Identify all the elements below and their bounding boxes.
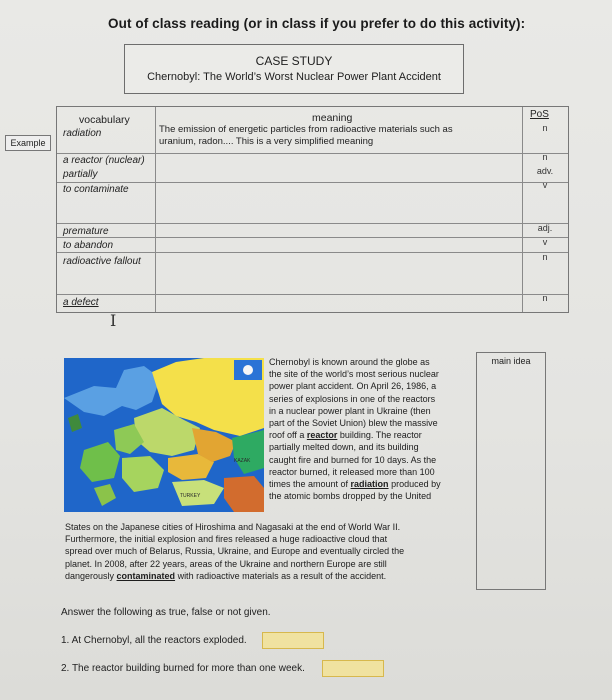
- reading-line: series of explosions in one of the reactors: [269, 393, 436, 404]
- questions-instruction: Answer the following as true, false or not given.: [61, 607, 271, 618]
- case-study-title: CASE STUDY: [255, 54, 333, 68]
- text-cursor-icon: I: [110, 311, 117, 330]
- vocabulary-table: [56, 106, 569, 313]
- vocab-pos: v: [542, 237, 548, 247]
- header-meaning: meaning: [312, 112, 353, 124]
- reading-line: spread over much of Belarus, Russia, Ukraine, and Europe and eventually circled the: [65, 546, 405, 557]
- map-label-kazak: KAZAK: [234, 458, 251, 464]
- header-pos: PoS: [530, 109, 549, 120]
- vocab-pos: adv.: [536, 166, 554, 176]
- answer-field-2[interactable]: [322, 660, 384, 677]
- case-study-subtitle: Chernobyl: The World’s Worst Nuclear Power Plant Accident: [147, 71, 441, 83]
- page-heading: Out of class reading (or in class if you prefer to do this activity):: [108, 16, 526, 31]
- vocab-word: to abandon: [63, 240, 114, 251]
- reading-line: dangerously contaminated with radioactive materials as a result of the accident.: [65, 570, 387, 581]
- vocab-pos: adj.: [537, 223, 553, 233]
- reading-line: the atomic bombs dropped by the United: [269, 491, 432, 502]
- reading-line: times the amount of radiation produced by: [269, 479, 441, 490]
- reading-line: the site of the world’s most serious nuclear: [269, 369, 439, 380]
- reading-line: Furthermore, the initial explosion and fires released a huge radioactive cloud that: [65, 534, 388, 545]
- vocab-pos: v: [542, 180, 548, 190]
- answer-field-1[interactable]: [262, 632, 324, 649]
- highlight-word: contaminated: [116, 570, 176, 581]
- question-2: 2. The reactor building burned for more than one week.: [61, 663, 305, 674]
- header-vocabulary: vocabulary: [79, 114, 130, 126]
- reading-line: partially melted down, and its building: [269, 442, 419, 453]
- case-study-box: [124, 44, 464, 94]
- reading-line: power plant accident. On April 26, 1986, a: [269, 381, 437, 392]
- reading-line: roof off a reactor building. The reactor: [269, 430, 422, 441]
- vocab-word: radioactive fallout: [63, 256, 141, 267]
- reading-line: reactor burned, it released more than 100: [269, 466, 435, 477]
- example-label: Example: [5, 135, 51, 151]
- reading-line: part of the Soviet Union) blew the massive: [269, 418, 438, 429]
- example-pos: n: [542, 123, 548, 133]
- vocab-word: premature: [63, 226, 109, 237]
- example-meaning-line2: uranium, radon.... This is a very simplified meaning: [159, 136, 374, 147]
- question-1: 1. At Chernobyl, all the reactors exploded.: [61, 635, 247, 646]
- reading-line: in a nuclear power plant in Ukraine (then: [269, 405, 431, 416]
- main-idea-label: main idea: [491, 356, 531, 366]
- reading-line: Chernobyl is known around the globe as: [269, 357, 430, 367]
- reading-right-column: [269, 356, 441, 502]
- reading-line: caught fire and burned for 10 days. As the: [269, 454, 437, 465]
- main-idea-box[interactable]: [476, 352, 546, 590]
- reading-line: planet. In 2008, after 22 years, areas of the Ukraine and northern Europe are still: [65, 558, 387, 569]
- vocab-pos: n: [542, 252, 548, 262]
- map-label-turkey: TURKEY: [180, 493, 201, 499]
- example-meaning-line1: The emission of energetic particles from radioactive materials such as: [159, 124, 453, 135]
- vocab-word: a defect: [63, 297, 99, 308]
- vocab-word: partially: [63, 169, 98, 180]
- highlight-word: reactor: [306, 430, 338, 441]
- example-word: radiation: [63, 128, 102, 139]
- highlight-word: radiation: [350, 479, 389, 490]
- vocab-pos: n: [542, 152, 548, 162]
- vocab-word: a reactor (nuclear): [63, 155, 145, 166]
- reading-line: States on the Japanese cities of Hiroshima and Nagasaki at the end of World War II.: [65, 522, 401, 532]
- map-graphic: [64, 358, 264, 512]
- reading-continuation: [65, 521, 404, 582]
- vocab-pos: n: [542, 293, 548, 303]
- europe-map-image: [64, 358, 264, 512]
- vocab-word: to contaminate: [63, 184, 129, 195]
